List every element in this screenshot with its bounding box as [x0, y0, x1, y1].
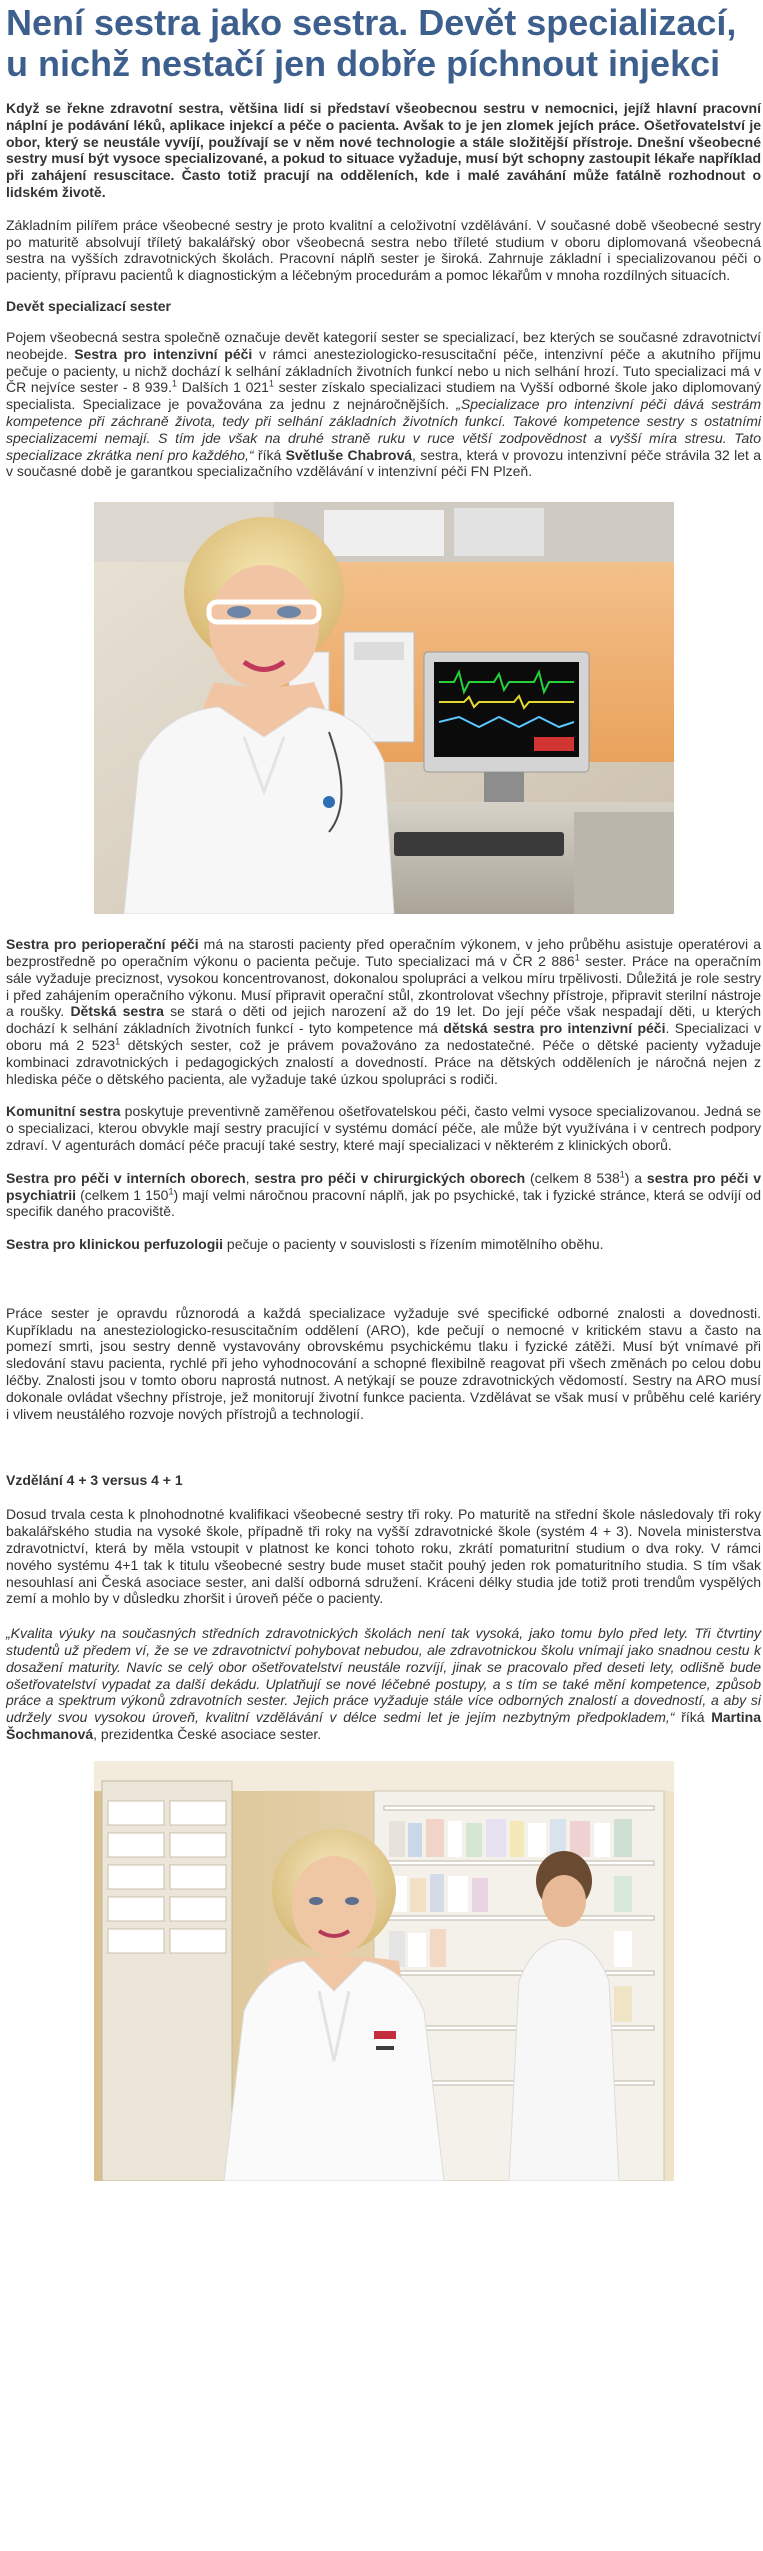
photo-pharmacy: [94, 1761, 674, 2181]
photo-pharmacy-image: [94, 1761, 674, 2181]
paragraph-intensive-care: Pojem všeobecná sestra společně označuje devět kategorií sester se specializací, bez kterých se současné zdravotnictví neobejde. Sestra pro intenzivní péči v rámci anesteziologicko-resuscitační péče, intenzivní péče a akutního příjmu pečuje o pacienty, u nichž dochází k selhání základních životních funkcí nebo u nich selhání hrozí. Tuto specializaci má v ČR nejvíce sester - 8 939.$^1$ Dalších 1 $021^1$ sester získalo specializaci studiem na Vyšší odborné škole jako diplomovaný specialista. Specializace je považována za jednu z nejnáročnějších. „Specializace pro intenzivní péči dává sestrám kompetence při záchraně života, tedy při selhání základních životních funkcí. Takové kompetence sestry s ostatními specializacemi nemají. S tím jde však na druhé straně ruku v ruce větší zodpovědnost a vyšší míra stresu. Tato specializace zkrátka není pro každého,“ říká Světluše Chabrová, sestra, která v provozu intenzivní péče strávila 32 let a v současné době je garantkou specializačního vzdělávání v intenzivní péči FN Plzeň.: [6, 328, 762, 480]
paragraph-perfusion: Sestra pro klinickou perfuzologii pečuje o pacienty v souvislosti s řízením mimotělního oběhu.: [6, 1236, 604, 1253]
paragraph-community: Komunitní sestra poskytuje preventivně zaměřenou ošetřovatelskou péči, často velmi vysoce specializovanou. Jedná se o specializaci, kterou obvykle mají sestry pracující v systému domácí péče, ale může být využívána i v centrech podpory zdraví. V agenturách domácí péče pracují také sestry, které mají specializaci v některém z klinických oborů.: [6, 1103, 761, 1153]
heading-specializations: Devět specializací sester: [6, 297, 171, 314]
paragraph-intro: Základním pilířem práce všeobecné sestry je proto kvalitní a celoživotní vzdělávání. V současné době všeobecné sestry po maturitě absolvují tříletý bakalářský obor všeobecná sestra nebo tříleté studium v oboru diplomovaná všeobecná sestra na vyšších zdravotnických školách. Pracovní náplň sester je široká. Zahrnuje základní i specializovanou péči o pacienty, přípravu pacientů k diagnostickým a léčebným procedurám a pomoc lékařům v mnoha rozdílných situacích.: [6, 216, 761, 284]
photo-nurse-monitor: [94, 502, 674, 914]
article-title: Není sestra jako sestra. Devět specializací, u nichž nestačí jen dobře píchnout injekci: [6, 2, 737, 84]
paragraph-aro: Práce sester je opravdu různorodá a každá specializace vyžaduje své specifické odborné znalosti a dovednosti. Kupříkladu na anesteziologicko-resuscitačním oddělení (ARO), kde pečují o nemocné v kritickém stavu a často na pomezí smrti, jsou sestry denně vystavovány obrovskému psychickému tlaku i fyzické zátěži. Musí být vnímavé při sledování stavu pacienta, rychlé při jeho vyhodnocování a schopné flexibilně reagovat při všech změnách po celou dobu léčby. Znalosti jsou v tomto oboru naprostá nutnost. A netýkají se pouze zdravotnických vědomostí. Sestry na ARO musí dokonale ovládat všechny přístroje, jež monitorují životní funkce pacienta. Vzdělávat se však musí v průběhu celé kariéry i vlivem neustálého rozvoje nových přístrojů a technologií.: [6, 1304, 761, 1422]
heading-education: Vzdělání 4 + 3 versus 4 + 1: [6, 1472, 183, 1489]
article: [6, 0, 761, 2181]
paragraph-internal-surgical: Sestra pro péči v interních oborech, sestra pro péči v chirurgických oborech (celkem 8 $538^1$) a sestra pro péči v psychiatrii (celkem 1 $150^1$) mají velmi náročnou pracovní náplň, jak po psychické, tak i fyzické stránce, která se odvíjí od specifik daného pracoviště.: [6, 1169, 761, 1220]
paragraph-quote-sochmanova: „Kvalita výuky na současných středních zdravotnických školách není tak vysoká, jako tomu bylo před lety. Tři čtvrtiny studentů už předem ví, že se ve zdravotnictví pohybovat nebudou, ale zdravotnickou školu vnímají jako snadnou cestu k dosažení maturity. Navíc se celý obor ošetřovatelství neustále rozvíjí, jinak se pracovalo před deseti lety, odlišně bude ošetřovatelství vypadat za další dekádu. Uplatňují se nové léčebné postupy, a s tím se také mění kompetence, způsob práce a spektrum výkonů zdravotních sester. Jejich práce vyžaduje stále více odborných znalostí a dovedností, a aby si udržely svou vysokou úroveň, kvalitní vzdělávání v délce sedmi let je jejím nezbytným předpokladem,“ říká Martina Šochmanová, prezidentka České asociace sester.: [6, 1625, 761, 1743]
paragraph-education: Dosud trvala cesta k plnohodnotné kvalifikaci všeobecné sestry tři roky. Po maturitě na střední škole následovaly tři roky bakalářského studia na vysoké škole, případně tři roky na vyšší zdravotnické škole (systém 4 + 3). Novela ministerstva zdravotnictví, která by měla vstoupit v platnost ke konci tohoto roku, zkrátí pomaturitní studium o dva roky. V rámci nového systému 4+1 tak k titulu všeobecné sestry bude muset stačit pouhý jeden rok pomaturitního studia. S tím však nesouhlasí ani Česká asociace sester, ani další odborná sdružení. Kráceni délky studia jde totiž proti trendům vyspělých zemí a mohlo by v důsledku zhoršit i úroveň péče o pacienty.: [6, 1506, 761, 1607]
photo-nurse-monitor-image: [94, 502, 674, 914]
paragraph-perioperative: Sestra pro perioperační péči má na starosti pacienty před operačním výkonem, v jeho průběhu asistuje operatérovi a bezprostředně po operačním výkonu o pacienta pečuje. Tuto specializaci má v ČR 2 $886^1$ sester. Práce na operačním sále vyžaduje preciznost, vysokou koncentrovanost, dokonalou spolupráci a velkou míru trpělivosti. Důležitá je role sestry i před zahájením operačního výkonu. Musí připravit operační stůl, zkontrolovat všechny přístroje, připravit sterilní nástroje a roušky. Dětská sestra se stará o děti od jejich narození až do 19 let. Do její péče však nespadají děti, u kterých dochází k selhání základních životních funkcí - tyto kompetence má dětská sestra pro intenzivní péči. Specializaci v oboru má 2 $523^1$ dětských sester, což je právem považováno za nedostatečné. Péče o dětské pacienty vyžaduje kombinaci zdravotnických i pedagogických znalostí a dovedností. Práce na dětských odděleních je náročná nejen z hlediska péče o dětského pacienta, ale vyžaduje také úzkou spolupráci s rodiči.: [6, 936, 762, 1087]
article-lead: Když se řekne zdravotní sestra, většina lidí si představí všeobecnou sestru v nemocnici, jejíž hlavní pracovní náplní je podávání léků, aplikace injekcí a péče o pacienta. Avšak to je jen zlomek jejích práce. Ošetřovatelství je obor, který se neustále vyvíjí, používají se v něm nové technologie a stále složitější přístroje. Dnešní všeobecné sestry musí být vysoce specializované, a pokud to situace vyžaduje, musí být schopny zastoupit lékaře například při zahájení resuscitace. Často totiž pracují na odděleních, kde i malé zaváhání může fatálně rozhodnout o lidském životě.: [6, 100, 761, 200]
